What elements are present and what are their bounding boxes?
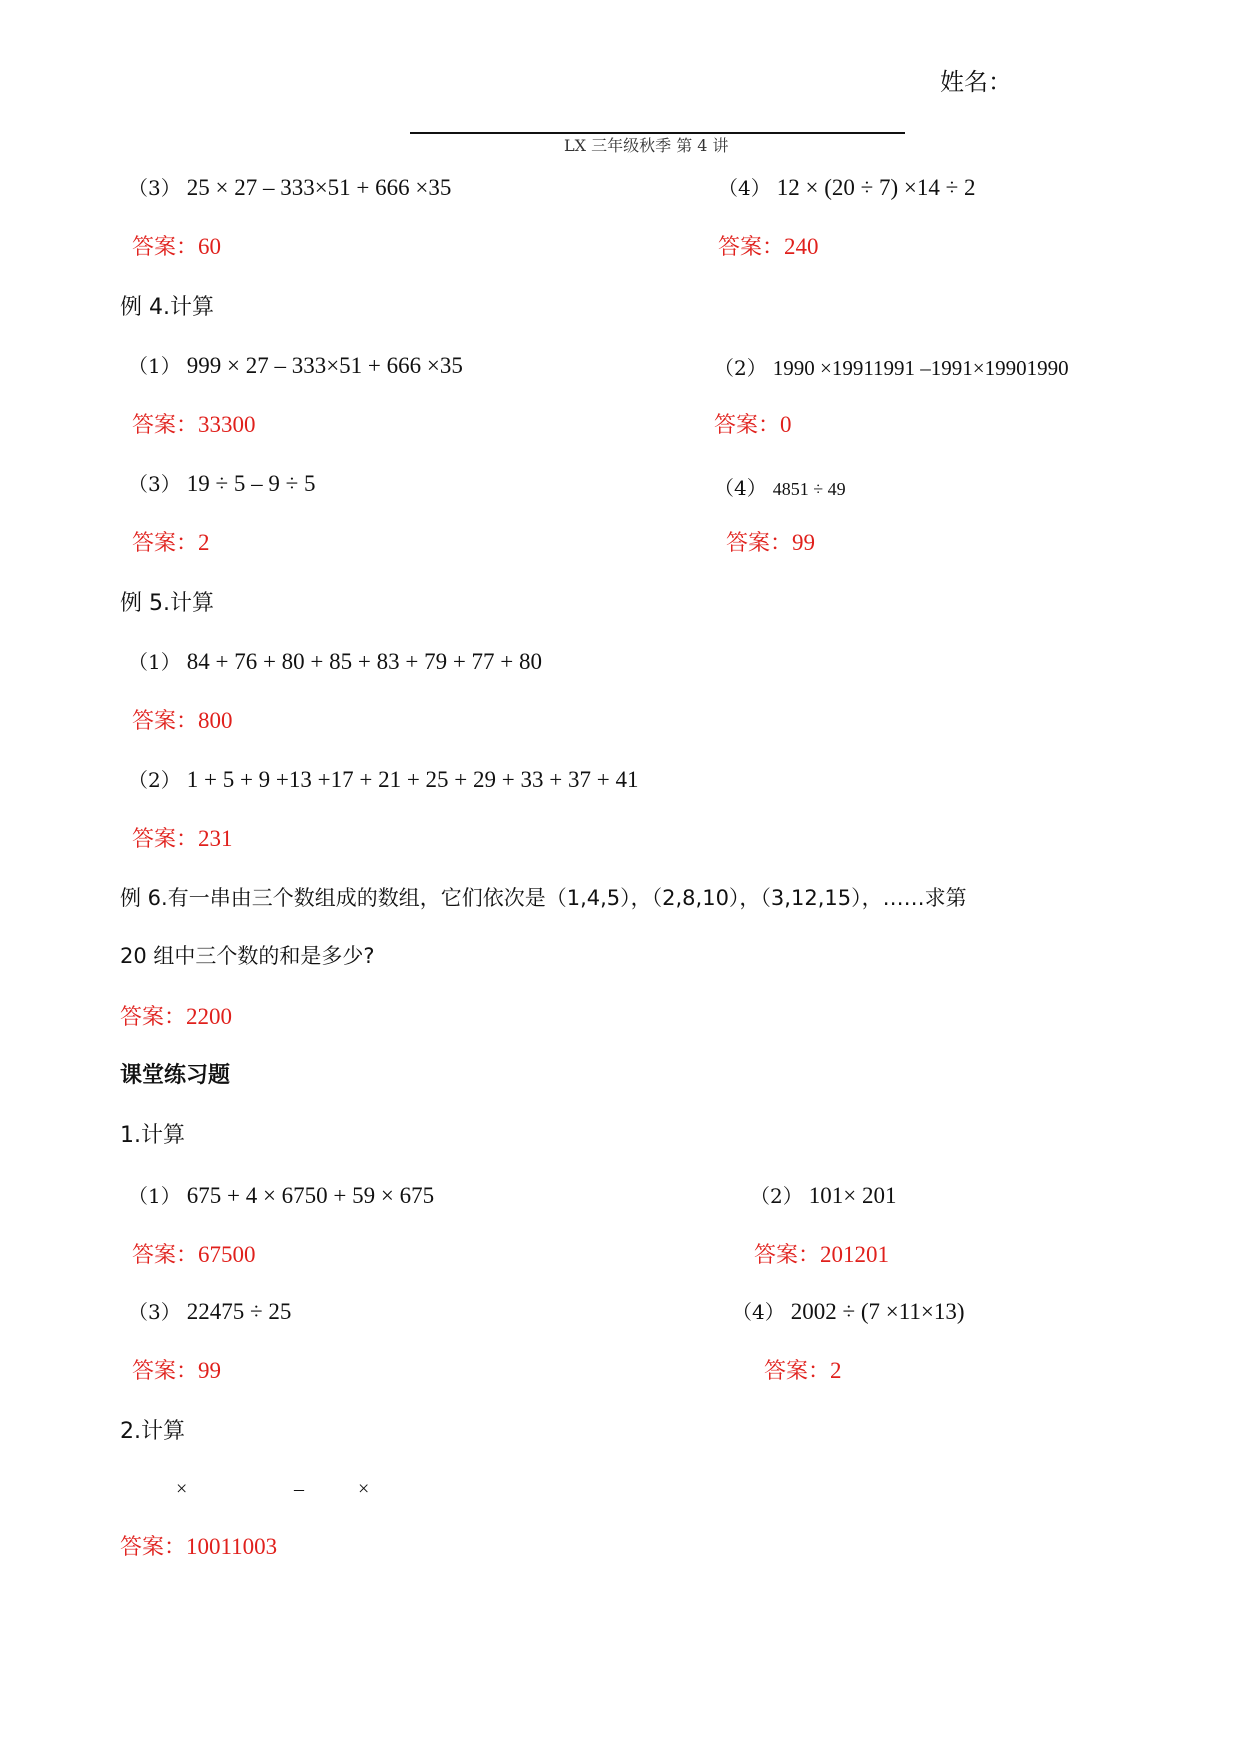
ex5-question-2 bbox=[128, 764, 638, 793]
ex4-question-3 bbox=[128, 468, 315, 497]
ex4-answer-1 bbox=[132, 408, 256, 439]
answer-label: 答案： bbox=[754, 1243, 821, 1268]
answer-label: 答案： bbox=[132, 1359, 199, 1384]
practice-title: 课堂练习题 bbox=[120, 1063, 231, 1088]
answer-label: 答案： bbox=[120, 1005, 187, 1030]
answer-label: 答案： bbox=[132, 531, 199, 556]
name-label: 姓名： bbox=[940, 68, 1012, 96]
p1-answer-4 bbox=[764, 1354, 842, 1385]
p1-question-4 bbox=[732, 1296, 965, 1325]
ex4-question-4 bbox=[714, 472, 846, 501]
question-expression: 101× 201 bbox=[808, 1183, 897, 1208]
question-index: （1） bbox=[128, 1184, 181, 1208]
question-index: （2） bbox=[714, 356, 767, 380]
example-6-line-2: 20 组中三个数的和是多少? bbox=[120, 944, 375, 968]
p2-operator-1: × bbox=[176, 1478, 188, 1500]
practice-1-title: 1.计算 bbox=[120, 1123, 185, 1148]
p2-answer bbox=[120, 1530, 277, 1561]
question-expression: 4851 ÷ 49 bbox=[772, 479, 846, 499]
ex4-answer-4 bbox=[726, 526, 815, 557]
ex5-question-1 bbox=[128, 646, 542, 675]
answer-value: 60 bbox=[198, 234, 222, 259]
question-expression: 2002 ÷ (7 ×11×13) bbox=[790, 1299, 965, 1324]
p2-operator-2: – bbox=[294, 1478, 304, 1500]
question-3 bbox=[128, 172, 451, 201]
question-expression: 12 × (20 ÷ 7) ×14 ÷ 2 bbox=[776, 175, 976, 200]
question-index: （4） bbox=[732, 1300, 785, 1324]
answer-label: 答案： bbox=[132, 827, 199, 852]
answer-value: 2 bbox=[830, 1358, 842, 1383]
question-index: （1） bbox=[128, 650, 181, 674]
question-expression: 1990 ×19911991 –1991×19901990 bbox=[772, 356, 1069, 380]
answer-value: 33300 bbox=[198, 412, 256, 437]
answer-value: 99 bbox=[792, 530, 816, 555]
question-expression: 19 ÷ 5 – 9 ÷ 5 bbox=[186, 471, 316, 496]
question-index: （3） bbox=[128, 1300, 181, 1324]
p1-answer-1 bbox=[132, 1238, 256, 1269]
answer-label: 答案： bbox=[726, 531, 793, 556]
answer-label: 答案： bbox=[132, 413, 199, 438]
answer-4 bbox=[718, 230, 819, 261]
answer-3 bbox=[132, 230, 221, 261]
example-5-title: 例 5.计算 bbox=[120, 591, 214, 616]
example-4-title: 例 4.计算 bbox=[120, 295, 214, 320]
ex4-question-1 bbox=[128, 350, 463, 379]
answer-value: 201201 bbox=[820, 1242, 890, 1267]
ex4-question-2 bbox=[714, 352, 1069, 381]
answer-label: 答案： bbox=[718, 235, 785, 260]
ex6-answer bbox=[120, 1000, 232, 1031]
question-expression: 25 × 27 – 333×51 + 666 ×35 bbox=[186, 175, 452, 200]
p1-answer-3 bbox=[132, 1354, 221, 1385]
answer-label: 答案： bbox=[132, 1243, 199, 1268]
answer-value: 2 bbox=[198, 530, 210, 555]
question-index: （2） bbox=[750, 1184, 803, 1208]
answer-label: 答案： bbox=[132, 235, 199, 260]
p1-answer-2 bbox=[754, 1238, 889, 1269]
p1-question-2 bbox=[750, 1180, 896, 1209]
answer-value: 231 bbox=[198, 826, 233, 851]
answer-value: 800 bbox=[198, 708, 233, 733]
question-index: （4） bbox=[714, 476, 767, 500]
question-expression: 22475 ÷ 25 bbox=[186, 1299, 292, 1324]
question-expression: 1 + 5 + 9 +13 +17 + 21 + 25 + 29 + 33 + 37 + 41 bbox=[186, 767, 639, 792]
question-index: （3） bbox=[128, 472, 181, 496]
answer-value: 2200 bbox=[186, 1004, 233, 1029]
practice-2-title: 2.计算 bbox=[120, 1419, 185, 1444]
answer-label: 答案： bbox=[764, 1359, 831, 1384]
question-index: （1） bbox=[128, 354, 181, 378]
answer-label: 答案： bbox=[714, 413, 781, 438]
answer-value: 240 bbox=[784, 234, 819, 259]
answer-value: 0 bbox=[780, 412, 792, 437]
question-expression: 84 + 76 + 80 + 85 + 83 + 79 + 77 + 80 bbox=[186, 649, 543, 674]
ex4-answer-3 bbox=[132, 526, 210, 557]
answer-value: 67500 bbox=[198, 1242, 256, 1267]
answer-value: 99 bbox=[198, 1358, 222, 1383]
question-expression: 675 + 4 × 6750 + 59 × 675 bbox=[186, 1183, 435, 1208]
example-6-line-1: 例 6.有一串由三个数组成的数组，它们依次是（1,4,5），（2,8,10），（3,12,15），……求第 bbox=[120, 886, 967, 910]
question-index: （3） bbox=[128, 176, 181, 200]
p1-question-1 bbox=[128, 1180, 434, 1209]
question-index: （4） bbox=[718, 176, 771, 200]
question-4 bbox=[718, 172, 976, 201]
course-header: LX 三年级秋季 第 4 讲 bbox=[564, 136, 729, 155]
answer-label: 答案： bbox=[120, 1535, 187, 1560]
p2-operator-3: × bbox=[358, 1478, 370, 1500]
ex4-answer-2 bbox=[714, 408, 792, 439]
ex5-answer-2 bbox=[132, 822, 233, 853]
question-expression: 999 × 27 – 333×51 + 666 ×35 bbox=[186, 353, 463, 378]
question-index: （2） bbox=[128, 768, 181, 792]
p1-question-3 bbox=[128, 1296, 291, 1325]
answer-label: 答案： bbox=[132, 709, 199, 734]
answer-value: 10011003 bbox=[186, 1534, 278, 1559]
ex5-answer-1 bbox=[132, 704, 233, 735]
